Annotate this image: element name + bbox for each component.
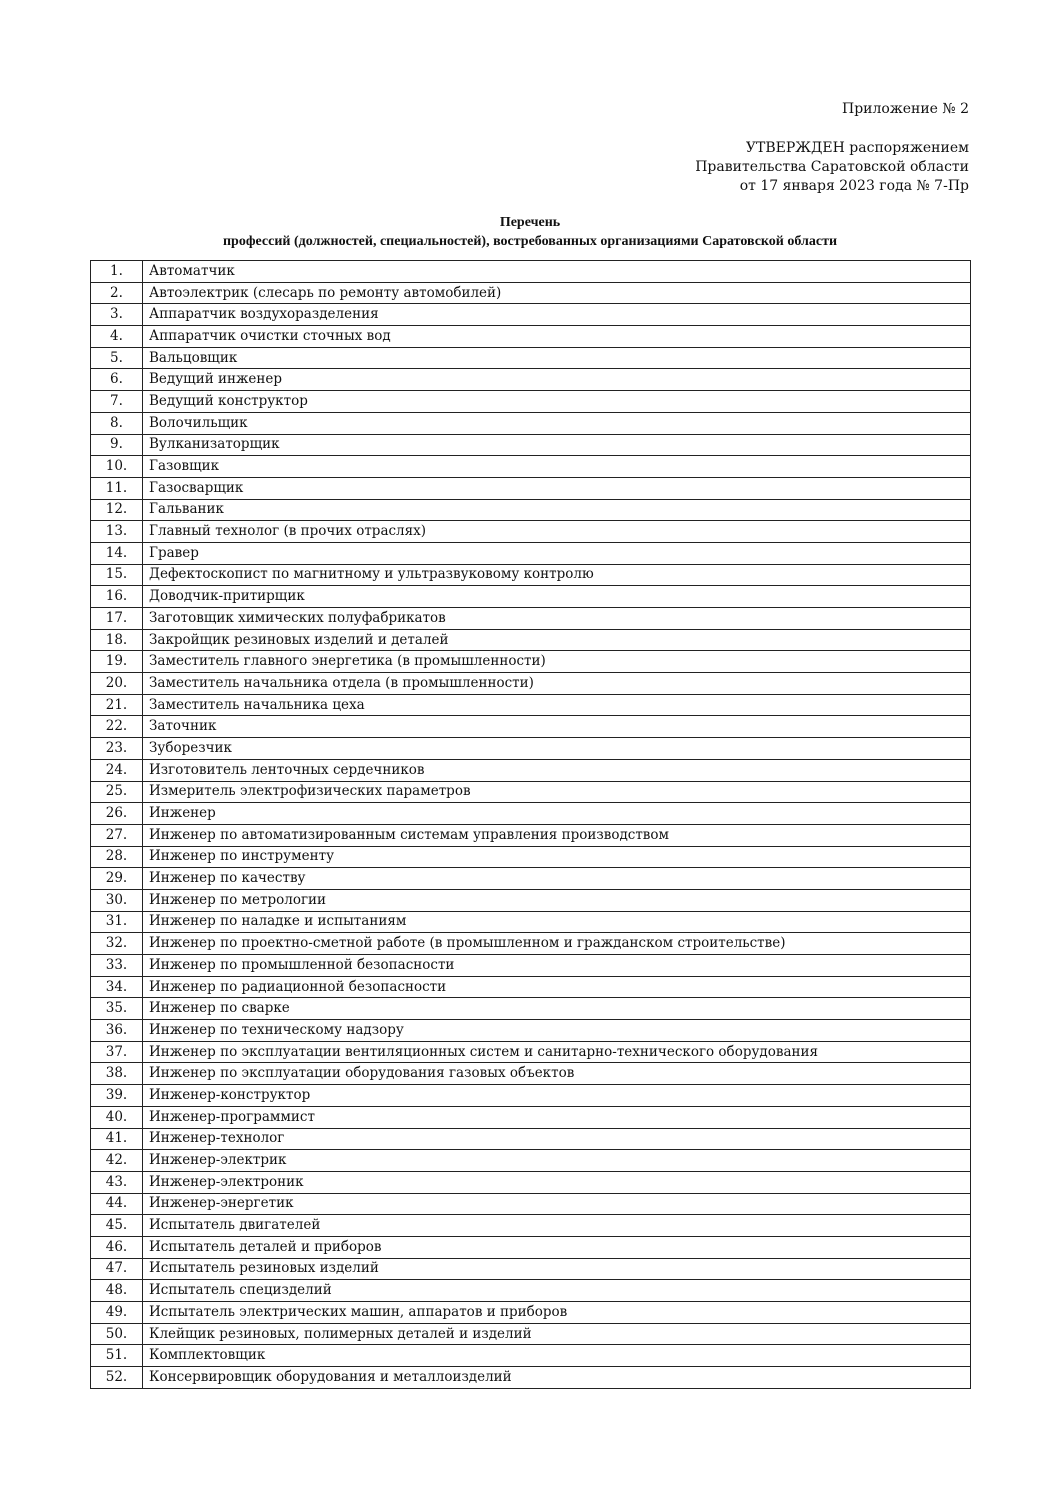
table-row bbox=[91, 976, 971, 998]
profession-name: Испытатель деталей и приборов bbox=[143, 1236, 971, 1258]
profession-name: Ведущий инженер bbox=[143, 369, 971, 391]
table-row bbox=[91, 694, 971, 716]
profession-name: Испытатель резиновых изделий bbox=[143, 1258, 971, 1280]
table-row bbox=[91, 651, 971, 673]
profession-name: Заточник bbox=[143, 716, 971, 738]
profession-name: Газосварщик bbox=[143, 477, 971, 499]
table-row bbox=[91, 1041, 971, 1063]
table-row bbox=[91, 1280, 971, 1302]
table-row bbox=[91, 803, 971, 825]
profession-name: Инженер по метрологии bbox=[143, 889, 971, 911]
table-row bbox=[91, 1150, 971, 1172]
profession-name: Инженер-энергетик bbox=[143, 1193, 971, 1215]
profession-name: Инженер по эксплуатации вентиляционных систем и санитарно-технического оборудования bbox=[143, 1041, 971, 1063]
table-row bbox=[91, 586, 971, 608]
approval-line-2: Правительства Саратовской области bbox=[695, 159, 969, 175]
profession-name: Изготовитель ленточных сердечников bbox=[143, 759, 971, 781]
table-row bbox=[91, 1258, 971, 1280]
table-row bbox=[91, 1171, 971, 1193]
table-row bbox=[91, 824, 971, 846]
profession-name: Испытатель электрических машин, аппаратов и приборов bbox=[143, 1302, 971, 1324]
row-number: 9. bbox=[91, 434, 143, 456]
row-number: 1. bbox=[91, 261, 143, 283]
row-number: 18. bbox=[91, 629, 143, 651]
table-row bbox=[91, 1323, 971, 1345]
table-row bbox=[91, 282, 971, 304]
profession-name: Испытатель двигателей bbox=[143, 1215, 971, 1237]
table-row bbox=[91, 304, 971, 326]
profession-name: Автоматчик bbox=[143, 261, 971, 283]
row-number: 28. bbox=[91, 846, 143, 868]
profession-name: Инженер по эксплуатации оборудования газовых объектов bbox=[143, 1063, 971, 1085]
profession-name: Закройщик резиновых изделий и деталей bbox=[143, 629, 971, 651]
table-row bbox=[91, 933, 971, 955]
professions-table-body bbox=[91, 261, 971, 1389]
document-title bbox=[0, 213, 1060, 251]
row-number: 7. bbox=[91, 391, 143, 413]
table-row bbox=[91, 477, 971, 499]
table-row bbox=[91, 326, 971, 348]
row-number: 34. bbox=[91, 976, 143, 998]
row-number: 30. bbox=[91, 889, 143, 911]
row-number: 3. bbox=[91, 304, 143, 326]
row-number: 17. bbox=[91, 608, 143, 630]
row-number: 15. bbox=[91, 564, 143, 586]
table-row bbox=[91, 1302, 971, 1324]
profession-name: Волочильщик bbox=[143, 412, 971, 434]
row-number: 11. bbox=[91, 477, 143, 499]
profession-name: Испытатель специзделий bbox=[143, 1280, 971, 1302]
title-line-1: Перечень bbox=[499, 215, 561, 230]
table-row bbox=[91, 1128, 971, 1150]
row-number: 32. bbox=[91, 933, 143, 955]
row-number: 37. bbox=[91, 1041, 143, 1063]
row-number: 25. bbox=[91, 781, 143, 803]
row-number: 38. bbox=[91, 1063, 143, 1085]
row-number: 40. bbox=[91, 1106, 143, 1128]
table-row bbox=[91, 781, 971, 803]
row-number: 35. bbox=[91, 998, 143, 1020]
row-number: 8. bbox=[91, 412, 143, 434]
row-number: 48. bbox=[91, 1280, 143, 1302]
table-row bbox=[91, 1367, 971, 1389]
row-number: 42. bbox=[91, 1150, 143, 1172]
row-number: 13. bbox=[91, 521, 143, 543]
title-line-2: профессий (должностей, специальностей), востребованных организациями Саратовской области bbox=[222, 234, 838, 249]
row-number: 51. bbox=[91, 1345, 143, 1367]
profession-name: Инженер по автоматизированным системам управления производством bbox=[143, 824, 971, 846]
profession-name: Газовщик bbox=[143, 456, 971, 478]
row-number: 24. bbox=[91, 759, 143, 781]
profession-name: Инженер по радиационной безопасности bbox=[143, 976, 971, 998]
profession-name: Автоэлектрик (слесарь по ремонту автомобилей) bbox=[143, 282, 971, 304]
profession-name: Инженер по качеству bbox=[143, 868, 971, 890]
profession-name: Заготовщик химических полуфабрикатов bbox=[143, 608, 971, 630]
professions-table bbox=[90, 260, 971, 1389]
table-row bbox=[91, 955, 971, 977]
row-number: 36. bbox=[91, 1020, 143, 1042]
row-number: 45. bbox=[91, 1215, 143, 1237]
row-number: 47. bbox=[91, 1258, 143, 1280]
table-row bbox=[91, 629, 971, 651]
table-row bbox=[91, 998, 971, 1020]
table-row bbox=[91, 391, 971, 413]
table-row bbox=[91, 434, 971, 456]
table-row bbox=[91, 1085, 971, 1107]
table-row bbox=[91, 564, 971, 586]
table-row bbox=[91, 261, 971, 283]
approval-line-1: УТВЕРЖДЕН распоряжением bbox=[745, 140, 969, 156]
table-row bbox=[91, 1215, 971, 1237]
table-row bbox=[91, 608, 971, 630]
row-number: 27. bbox=[91, 824, 143, 846]
row-number: 19. bbox=[91, 651, 143, 673]
profession-name: Инженер по наладке и испытаниям bbox=[143, 911, 971, 933]
table-row bbox=[91, 889, 971, 911]
profession-name: Инженер-программист bbox=[143, 1106, 971, 1128]
row-number: 41. bbox=[91, 1128, 143, 1150]
row-number: 26. bbox=[91, 803, 143, 825]
table-row bbox=[91, 738, 971, 760]
approval-header bbox=[695, 100, 969, 196]
table-row bbox=[91, 673, 971, 695]
row-number: 33. bbox=[91, 955, 143, 977]
row-number: 22. bbox=[91, 716, 143, 738]
table-row bbox=[91, 542, 971, 564]
profession-name: Гравер bbox=[143, 542, 971, 564]
profession-name: Аппаратчик очистки сточных вод bbox=[143, 326, 971, 348]
profession-name: Заместитель начальника цеха bbox=[143, 694, 971, 716]
profession-name: Инженер-конструктор bbox=[143, 1085, 971, 1107]
table-row bbox=[91, 1106, 971, 1128]
profession-name: Инженер по инструменту bbox=[143, 846, 971, 868]
profession-name: Вулканизаторщик bbox=[143, 434, 971, 456]
profession-name: Инженер по сварке bbox=[143, 998, 971, 1020]
profession-name: Заместитель главного энергетика (в промышленности) bbox=[143, 651, 971, 673]
row-number: 44. bbox=[91, 1193, 143, 1215]
profession-name: Зуборезчик bbox=[143, 738, 971, 760]
row-number: 20. bbox=[91, 673, 143, 695]
profession-name: Инженер по техническому надзору bbox=[143, 1020, 971, 1042]
row-number: 29. bbox=[91, 868, 143, 890]
row-number: 21. bbox=[91, 694, 143, 716]
profession-name: Комплектовщик bbox=[143, 1345, 971, 1367]
row-number: 50. bbox=[91, 1323, 143, 1345]
table-row bbox=[91, 1193, 971, 1215]
profession-name: Ведущий конструктор bbox=[143, 391, 971, 413]
row-number: 39. bbox=[91, 1085, 143, 1107]
profession-name: Дефектоскопист по магнитному и ультразвуковому контролю bbox=[143, 564, 971, 586]
row-number: 6. bbox=[91, 369, 143, 391]
profession-name: Аппаратчик воздухоразделения bbox=[143, 304, 971, 326]
row-number: 23. bbox=[91, 738, 143, 760]
profession-name: Измеритель электрофизических параметров bbox=[143, 781, 971, 803]
row-number: 2. bbox=[91, 282, 143, 304]
row-number: 16. bbox=[91, 586, 143, 608]
table-row bbox=[91, 521, 971, 543]
table-row bbox=[91, 1345, 971, 1367]
table-row bbox=[91, 716, 971, 738]
profession-name: Инженер-электрик bbox=[143, 1150, 971, 1172]
row-number: 31. bbox=[91, 911, 143, 933]
profession-name: Клейщик резиновых, полимерных деталей и изделий bbox=[143, 1323, 971, 1345]
profession-name: Главный технолог (в прочих отраслях) bbox=[143, 521, 971, 543]
profession-name: Инженер по проектно-сметной работе (в промышленном и гражданском строительстве) bbox=[143, 933, 971, 955]
profession-name: Заместитель начальника отдела (в промышленности) bbox=[143, 673, 971, 695]
table-row bbox=[91, 759, 971, 781]
approval-line-3: от 17 января 2023 года № 7-Пр bbox=[739, 178, 969, 194]
table-row bbox=[91, 1236, 971, 1258]
table-row bbox=[91, 1020, 971, 1042]
table-row bbox=[91, 499, 971, 521]
profession-name: Инженер по промышленной безопасности bbox=[143, 955, 971, 977]
row-number: 46. bbox=[91, 1236, 143, 1258]
profession-name: Инженер-электроник bbox=[143, 1171, 971, 1193]
row-number: 10. bbox=[91, 456, 143, 478]
row-number: 49. bbox=[91, 1302, 143, 1324]
table-row bbox=[91, 369, 971, 391]
row-number: 12. bbox=[91, 499, 143, 521]
profession-name: Доводчик-притирщик bbox=[143, 586, 971, 608]
table-row bbox=[91, 1063, 971, 1085]
profession-name: Гальваник bbox=[143, 499, 971, 521]
table-row bbox=[91, 846, 971, 868]
appendix-label: Приложение № 2 bbox=[842, 101, 969, 117]
row-number: 4. bbox=[91, 326, 143, 348]
profession-name: Вальцовщик bbox=[143, 347, 971, 369]
table-row bbox=[91, 412, 971, 434]
row-number: 5. bbox=[91, 347, 143, 369]
row-number: 14. bbox=[91, 542, 143, 564]
table-row bbox=[91, 868, 971, 890]
table-row bbox=[91, 456, 971, 478]
profession-name: Инженер bbox=[143, 803, 971, 825]
profession-name: Инженер-технолог bbox=[143, 1128, 971, 1150]
profession-name: Консервировщик оборудования и металлоизделий bbox=[143, 1367, 971, 1389]
row-number: 43. bbox=[91, 1171, 143, 1193]
row-number: 52. bbox=[91, 1367, 143, 1389]
table-row bbox=[91, 911, 971, 933]
table-row bbox=[91, 347, 971, 369]
